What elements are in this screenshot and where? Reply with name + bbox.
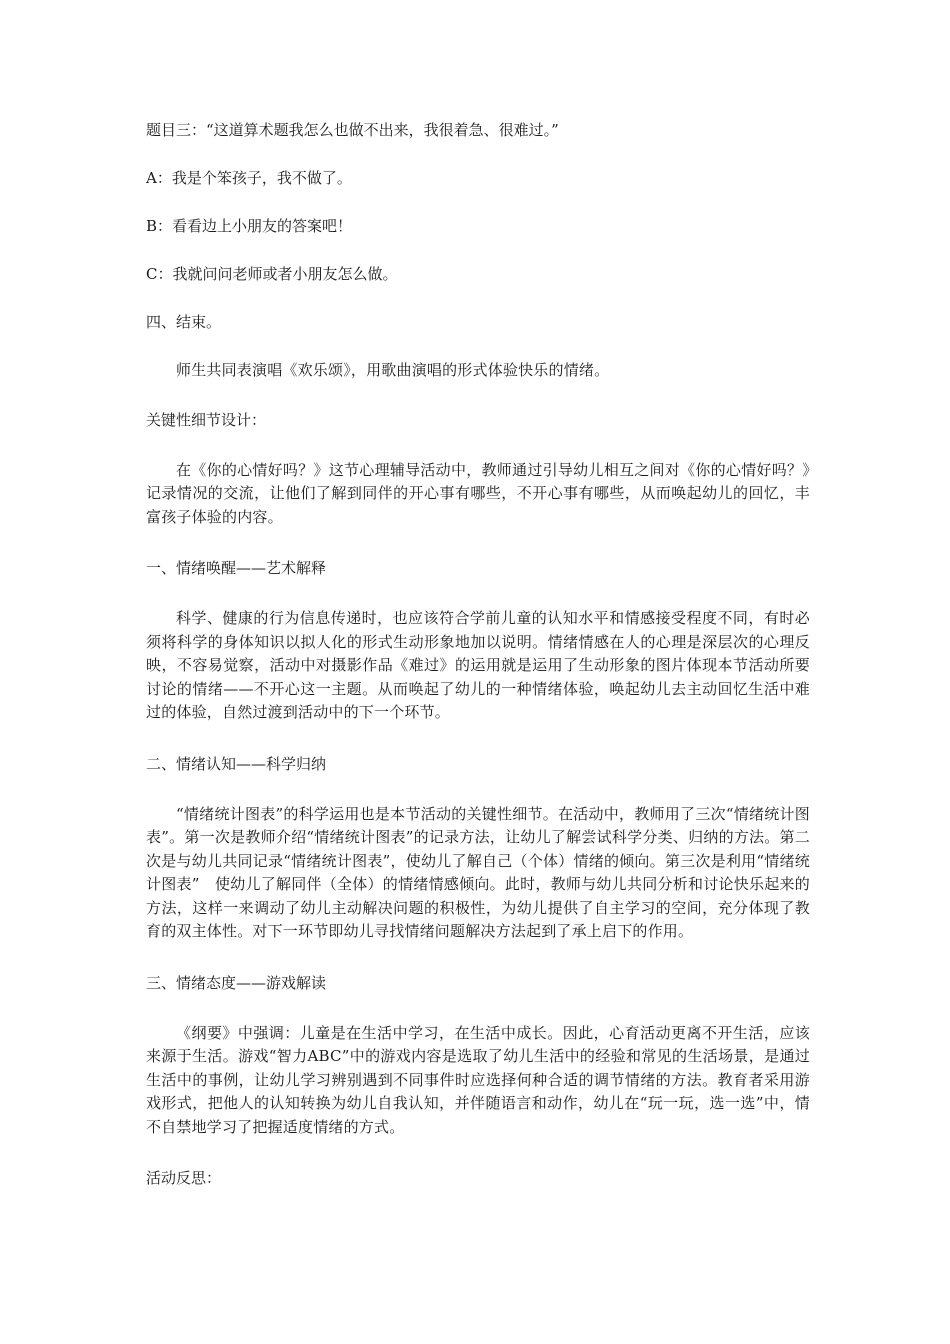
part-1-heading: 一、情绪唤醒——艺术解释 bbox=[146, 559, 327, 577]
question-3-option-c: C：我就问问老师或者小朋友怎么做。 bbox=[146, 265, 398, 283]
part-3-text: 《纲要》中强调：儿童是在生活中学习，在生活中成长。因此，心育活动更离不开生活，应该来源于生活。游戏“智力ABC”中的游戏内容是选取了幼儿生活中的经验和常见的生活场景，是通过生活中的事例，让幼儿学习辨别遇到不同事件时应选择何种合适的调节情绪的方法。教育者采用游戏形式，把他人的认知转换为幼儿自我认知，并伴随语言和动作，幼儿在“玩一玩，选一选”中，情不自禁地学习了把握适度情绪的方式。 bbox=[146, 1023, 810, 1136]
part-3-heading: 三、情绪态度——游戏解读 bbox=[146, 973, 327, 992]
part-1-text: 科学、健康的行为信息传递时，也应该符合学前儿童的认知水平和情感接受程度不同，有时必须将科学的身体知识以拟人化的形式生动形象地加以说明。情绪情感在人的心理是深层次的心理反映，不容易觉察，活动中对摄影作品《难过》的运用就是运用了生动形象的图片体现本节活动所要讨论的情绪——不开心这一主题。从而唤起了幼儿的一种情绪体验，唤起幼儿去主动回忆生活中难过的体验，自然过渡到活动中的下一个环节。 bbox=[146, 609, 810, 721]
section-4-text: 师生共同表演唱《欢乐颂》，用歌曲演唱的形式体验快乐的情绪。 bbox=[176, 361, 610, 379]
question-3-option-a: A：我是个笨孩子，我不做了。 bbox=[146, 169, 352, 187]
document-page bbox=[146, 119, 810, 1189]
part-2-heading: 二、情绪认知——科学归纳 bbox=[146, 754, 327, 773]
reflection-heading: 活动反思： bbox=[146, 1169, 222, 1187]
key-design-intro: 在《你的心情好吗？》这节心理辅导活动中，教师通过引导幼儿相互之间对《你的心情好吗？》记录情况的交流，让他们了解到同伴的开心事有哪些，不开心事有哪些，从而唤起幼儿的回忆，丰富孩子体验的内容。 bbox=[146, 460, 810, 526]
section-4-heading: 四、结束。 bbox=[146, 313, 222, 331]
question-3-option-b: B：看看边上小朋友的答案吧！ bbox=[146, 217, 353, 235]
question-3-title: 题目三：“这道算术题我怎么也做不出来，我很着急、很难过。” bbox=[146, 121, 559, 139]
part-2-text: “情绪统计图表”的科学运用也是本节活动的关键性细节。在活动中，教师用了三次“情绪统计图表”。第一次是教师介绍“情绪统计图表”的记录方法，让幼儿了解尝试科学分类、归纳的方法。第二次是与幼儿共同记录“情绪统计图表”，使幼儿了解自己（个体）情绪的倾向。第三次是利用“情绪统计图表” 使幼儿了解同伴（全体）的情绪情感倾向。此时，教师与幼儿共同分析和讨论快乐起来的方法，这样一来调动了幼儿主动解决问题的积极性，为幼儿提供了自主学习的空间，充分体现了教育的双主体性。对下一环节即幼儿寻找情绪问题解决方法起到了承上启下的作用。 bbox=[146, 804, 810, 940]
key-design-heading: 关键性细节设计： bbox=[146, 410, 267, 429]
